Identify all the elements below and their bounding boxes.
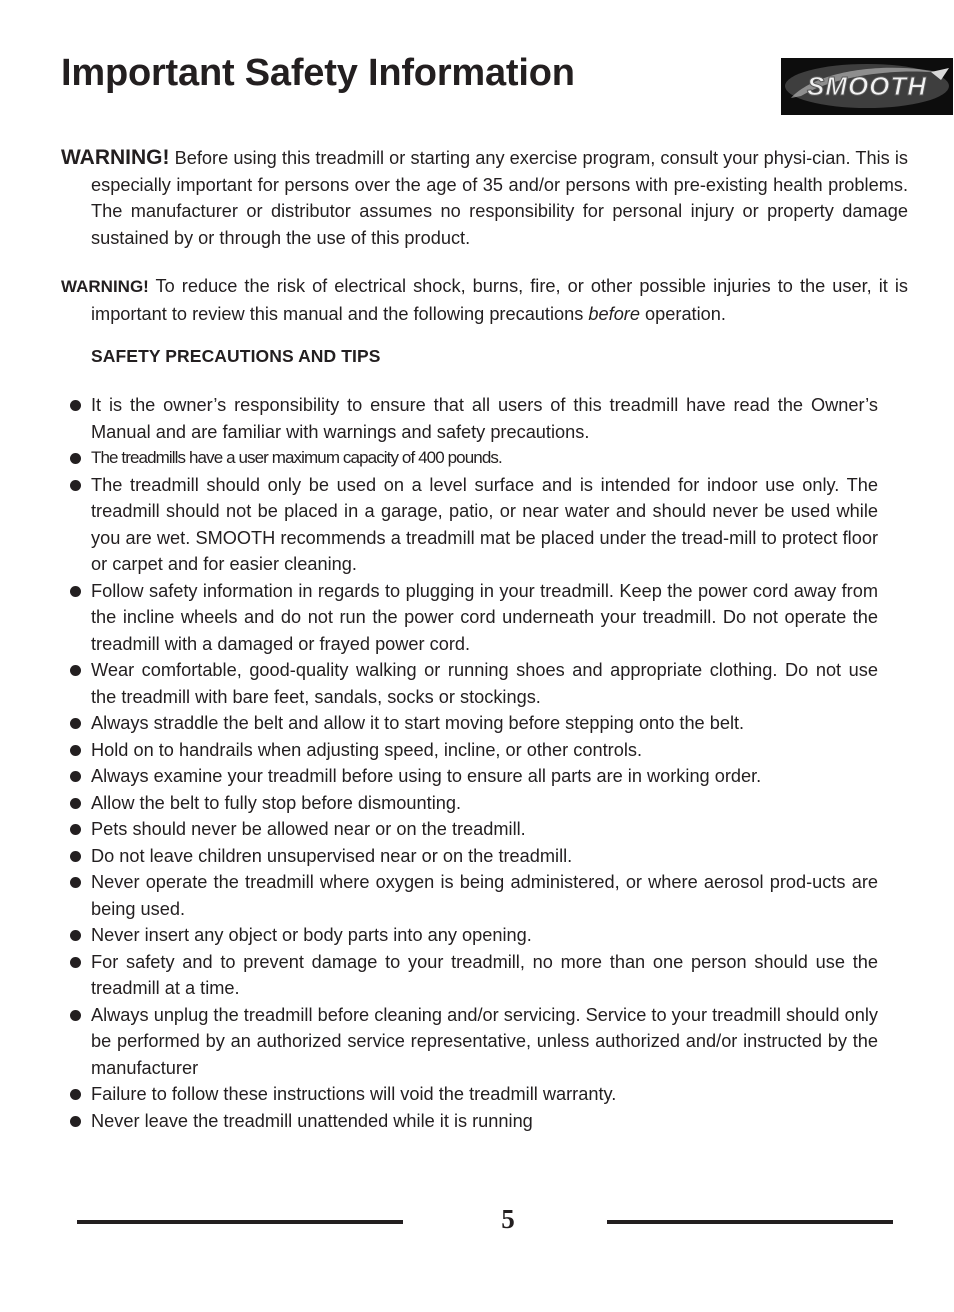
tip-text: The treadmill should only be used on a level surface and is intended for indoor use only. The treadmill should not be placed in a garage, patio, or near water and should never be used while you are wet. SMOOTH recommends a treadmill mat be placed under the tread-mill to protect floor or carpet and for easier cleaning.	[91, 474, 878, 574]
warning-text: To reduce the risk of electrical shock, burns, fire, or other possible injuries to the user, it is important to review this manual and the following precautions	[91, 276, 908, 324]
tip-item	[61, 922, 878, 949]
bullet-icon	[70, 851, 81, 862]
tip-text: The treadmills have a user maximum capacity of 400 pounds.	[91, 448, 502, 467]
tip-text: Wear comfortable, good-quality walking or running shoes and appropriate clothing. Do not use the treadmill with bare feet, sandals, socks or stockings.	[91, 660, 878, 707]
tip-text: Never operate the treadmill where oxygen is being administered, or where aerosol prod-ucts are being used.	[91, 872, 878, 919]
tip-item	[61, 816, 878, 843]
warning-paragraph-electrical	[61, 273, 908, 327]
warning-text-end: operation.	[639, 303, 726, 324]
tip-item	[61, 843, 878, 870]
tip-item	[61, 790, 878, 817]
safety-tips-list	[61, 392, 878, 1134]
tip-text: It is the owner’s responsibility to ensure that all users of this treadmill have read the Owner’s Manual and are familiar with warnings and safety precautions.	[91, 395, 878, 442]
bullet-icon	[70, 824, 81, 835]
tip-item	[61, 710, 878, 737]
footer-rule-left	[77, 1220, 403, 1224]
bullet-icon	[70, 745, 81, 756]
bullet-icon	[70, 586, 81, 597]
bullet-icon	[70, 798, 81, 809]
tip-item	[61, 737, 878, 764]
tip-item	[61, 578, 878, 658]
tip-item	[61, 763, 878, 790]
tip-text: Hold on to handrails when adjusting speed, incline, or other controls.	[91, 739, 643, 760]
smooth-logo	[781, 58, 953, 115]
bullet-icon	[70, 1116, 81, 1127]
tip-text: Never leave the treadmill unattended while it is running	[91, 1110, 533, 1131]
bullet-icon	[70, 771, 81, 782]
page-number: 5	[501, 1204, 515, 1234]
footer-rule-right	[607, 1220, 893, 1224]
bullet-icon	[70, 665, 81, 676]
section-heading: SAFETY PRECAUTIONS AND TIPS	[91, 346, 381, 366]
tip-text: Never insert any object or body parts into any opening.	[91, 925, 532, 945]
tip-item	[61, 657, 878, 710]
tip-item	[61, 1108, 878, 1135]
tip-text: Always examine your treadmill before using to ensure all parts are in working order.	[91, 766, 762, 786]
tip-item	[61, 392, 878, 445]
bullet-icon	[70, 930, 81, 941]
svg-text:SMOOTH: SMOOTH	[806, 71, 928, 101]
warning-paragraph-physician	[61, 145, 908, 251]
warning-text: Before using this treadmill or starting any exercise program, consult your physi-cian. This is especially important for persons over the age of 35 and/or persons with pre-existing health problems. The manufacturer or distributor assumes no responsibility for personal injury or property damage sustained by or through the use of this product.	[91, 148, 908, 248]
bullet-icon	[70, 453, 81, 464]
bullet-icon	[70, 957, 81, 968]
tip-text: Pets should never be allowed near or on the treadmill.	[91, 819, 526, 839]
tip-item	[61, 1002, 878, 1082]
bullet-icon	[70, 1010, 81, 1021]
bullet-icon	[70, 718, 81, 729]
tip-item	[61, 1081, 878, 1108]
bullet-icon	[70, 877, 81, 888]
tip-item	[61, 472, 878, 578]
tip-text: Allow the belt to fully stop before dismounting.	[91, 792, 462, 813]
bullet-icon	[70, 400, 81, 411]
smooth-logo-graphic	[781, 58, 953, 115]
tip-item	[61, 949, 878, 1002]
bullet-icon	[70, 1089, 81, 1100]
tip-text: Always unplug the treadmill before cleaning and/or servicing. Service to your treadmill should only be performed by an authorized service representative, unless authorized and/or instructed by the manufacturer	[91, 1004, 878, 1078]
warning-label: WARNING!	[61, 146, 170, 169]
page-title: Important Safety Information	[61, 52, 575, 94]
bullet-icon	[70, 480, 81, 491]
tip-text: Follow safety information in regards to plugging in your treadmill. Keep the power cord away from the incline wheels and do not run the power cord underneath your treadmill. Do not operate the treadmill with a damaged or frayed power cord.	[91, 580, 878, 654]
tip-item	[61, 869, 878, 922]
tip-text: Always straddle the belt and allow it to start moving before stepping onto the belt.	[91, 713, 745, 733]
tip-text: Do not leave children unsupervised near or on the treadmill.	[91, 845, 573, 866]
tip-text: Failure to follow these instructions will void the treadmill warranty.	[91, 1084, 617, 1104]
warning-label: WARNING!	[61, 277, 149, 296]
warning-emphasis: before	[588, 303, 640, 324]
tip-text: For safety and to prevent damage to your treadmill, no more than one person should use the treadmill at a time.	[91, 951, 878, 998]
tip-item	[61, 445, 878, 472]
